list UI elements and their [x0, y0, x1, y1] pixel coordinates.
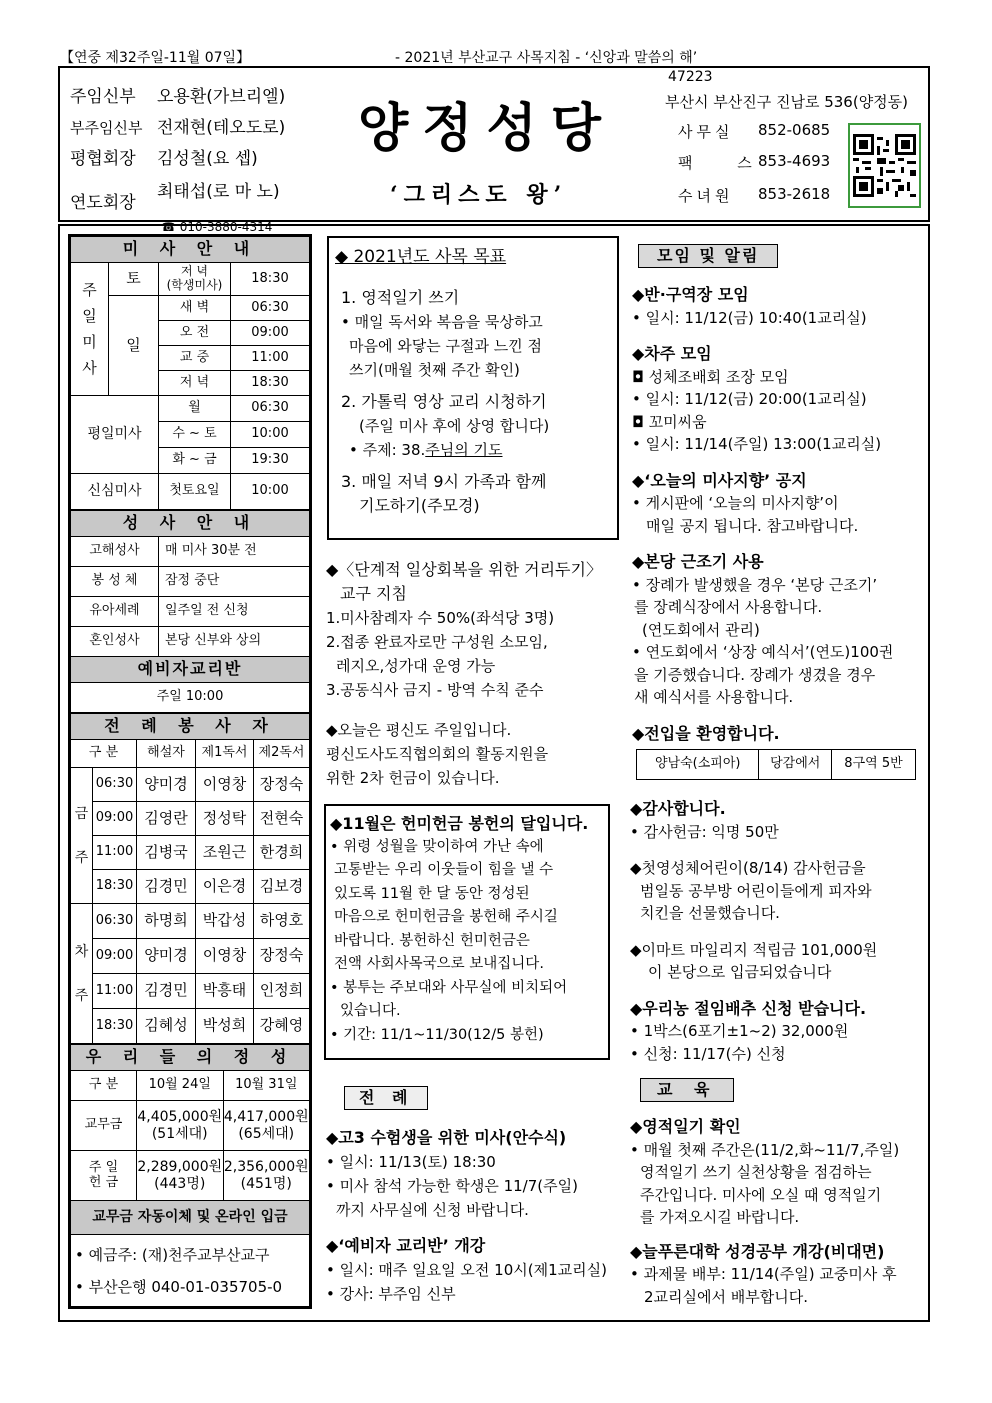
- notice-line: • 일시: 매주 일요일 오전 10시(제1교리실): [326, 1261, 607, 1279]
- address: 부산시 부산진구 진남로 536(양정동): [665, 93, 909, 111]
- newcomer-table: [636, 749, 916, 780]
- notice-line: ◆이마트 마일리지 적립금 101,000원: [630, 940, 878, 959]
- notice-heading: ◆본당 근조기 사용: [632, 552, 764, 571]
- notice-line: 있도록 11월 한 달 동안 정성된: [334, 885, 530, 902]
- notice-heading: ◆전입을 환영합니다.: [632, 723, 780, 743]
- notice-line: • 연도회에서 ‘상장 예식서’(연도)100권: [632, 643, 894, 661]
- notice-line: (연도회에서 관리): [642, 620, 760, 639]
- role-label: 연도회장: [70, 193, 136, 213]
- liturgy-tag: 전 례: [344, 1086, 428, 1110]
- notice-line: • 미사 참석 가능한 학생은 11/7(주일): [326, 1177, 578, 1195]
- news-notices: [632, 284, 893, 745]
- sunday-mass-label: 주 일 미 사: [71, 263, 109, 396]
- table-cell: 하영호: [254, 904, 310, 939]
- table-cell: 한경희: [254, 836, 310, 870]
- notice-line: 3.공동식사 금지 - 방역 수칙 준수: [326, 681, 544, 699]
- notice-line: 고통받는 우리 이웃들이 힘을 낼 수: [334, 862, 554, 878]
- role-name: 오용환(가브리엘): [157, 87, 286, 107]
- table-cell: 박갑성: [196, 904, 254, 939]
- staff-list: [70, 82, 285, 233]
- mass-day: 화 ~ 금: [159, 448, 231, 474]
- contact-label: 수녀원: [678, 187, 734, 205]
- newcomer-from: 당감에서: [759, 750, 832, 780]
- notice-heading: ◆‘예비자 교리반’ 개강: [326, 1236, 486, 1255]
- notice-line: • 일시: 11/12(금) 10:40(1교리실): [632, 308, 867, 327]
- saturday-label: 토: [109, 263, 159, 296]
- notice-line: • 장례가 발생했을 경우 ‘본당 근조기’: [632, 575, 878, 594]
- mass-time: 09:00: [93, 939, 137, 974]
- table-cell: 박성희: [196, 1009, 254, 1044]
- phone-number: ☎ 010-3880-4314: [161, 220, 273, 234]
- zip-code: 47223: [668, 69, 713, 85]
- offering-label: 주 일 헌 금: [71, 1151, 137, 1201]
- table-cell: 인정희: [254, 974, 310, 1009]
- sunday-label: 일: [109, 296, 159, 396]
- notice-line: 까지 사무실에 신청 바랍니다.: [336, 1201, 529, 1219]
- mass-time: 18:30: [231, 371, 310, 396]
- notice-line: 을 기증했습니다. 장례가 생겼을 경우: [634, 665, 876, 684]
- mass-time: 06:30: [93, 768, 137, 802]
- goal-item: 1. 영적일기 쓰기: [341, 288, 460, 307]
- table-cell: 김보경: [254, 870, 310, 904]
- notice-heading: ◆늘푸른대학 성경공부 개강(비대면): [630, 1241, 885, 1261]
- account-holder: • 예금주: (재)천주교부산교구: [75, 1245, 270, 1264]
- notice-line: 를 가져오시길 바랍니다.: [640, 1208, 800, 1226]
- goal-item: 2. 가톨릭 영상 교리 시청하기: [341, 392, 547, 411]
- table-cell: 장정숙: [254, 939, 310, 974]
- table-cell: 조원근: [196, 836, 254, 870]
- goal-item: • 주제: 38.주님의 기도: [349, 441, 503, 459]
- notice-heading: ◆차주 모임: [632, 344, 712, 363]
- sacrament-name: 유아세례: [71, 597, 159, 627]
- mass-time: 06:30: [93, 904, 137, 939]
- table-cell: 하명희: [137, 904, 196, 939]
- notice-line: • 감사헌금: 익명 50만: [630, 822, 779, 841]
- saturday-time: 18:30: [231, 263, 310, 296]
- role-label: 주임신부: [70, 87, 136, 107]
- offering-value: 2,289,000원 (443명): [137, 1151, 224, 1201]
- goal-item: 기도하기(주모경): [359, 496, 480, 515]
- mass-time: 06:30: [231, 296, 310, 321]
- transfer-title: 교무금 자동이체 및 온라인 입금: [71, 1201, 310, 1235]
- notice-line: • 봉투는 주보대와 사무실에 비치되어: [330, 979, 568, 996]
- column-header: 구 분: [71, 740, 137, 768]
- offering-value: 4,405,000원 (51세대): [137, 1101, 224, 1151]
- notice-line: 있습니다.: [340, 1003, 401, 1019]
- saturday-type: 저 녁 (학생미사): [159, 263, 231, 296]
- table-cell: 이영창: [196, 768, 254, 802]
- notice-line: 범일동 공부방 어린이들에게 피자와: [640, 881, 872, 900]
- notice-heading: ◆11월은 헌미헌금 봉헌의 달입니다.: [330, 814, 589, 833]
- goals-list: [341, 286, 549, 518]
- notice-heading: ◆고3 수험생을 위한 미사(안수식): [326, 1128, 567, 1147]
- mass-time: 10:00: [231, 422, 310, 448]
- contact-line: [678, 152, 830, 173]
- notice-line: ◆오늘은 평신도 주일입니다.: [326, 721, 512, 739]
- notice-heading: ◆영적일기 확인: [630, 1117, 741, 1136]
- role-name: 김성철(요 셉): [157, 149, 258, 169]
- mass-schedule-table: [70, 236, 310, 510]
- mass-time: 18:30: [93, 870, 137, 904]
- notice-line: • 일시: 11/13(토) 18:30: [326, 1153, 496, 1171]
- sacrament-name: 고해성사: [71, 537, 159, 567]
- notice-heading: ◆반·구역장 모임: [632, 285, 749, 304]
- sacrament-info: 일주일 전 신청: [159, 597, 310, 627]
- notice-line: • 매월 첫째 주간은(11/2,화~11/7,주일): [630, 1140, 900, 1159]
- sacrament-info: 매 미사 30분 전: [159, 537, 310, 567]
- mass-time: 11:00: [93, 974, 137, 1009]
- liturgy-notices: [326, 1126, 607, 1306]
- thanks-notices: [630, 798, 877, 1065]
- table-cell: 김혜성: [137, 1009, 196, 1044]
- table-cell: 전현숙: [254, 802, 310, 836]
- contact-line: [678, 121, 830, 142]
- column-header: 제2독서: [254, 740, 310, 768]
- catechumen-title: 예비자교리반: [71, 657, 310, 683]
- column-header: 10월 31일: [223, 1071, 310, 1101]
- mass-time: 19:30: [231, 448, 310, 474]
- newcomer-name: 양남숙(소피아): [637, 750, 759, 780]
- mass-day: 수 ~ 토: [159, 422, 231, 448]
- sacrament-table: [70, 510, 310, 713]
- column-header: 구 분: [71, 1071, 137, 1101]
- contact-value: 852-0685: [758, 121, 831, 139]
- parish-title: 양정성당: [358, 98, 615, 159]
- table-cell: 양미경: [137, 768, 196, 802]
- staff-row: [70, 82, 285, 113]
- table-cell: 박흥태: [196, 974, 254, 1009]
- goals-heading: ◆ 2021년도 사목 목표: [335, 247, 507, 267]
- goal-item: • 매일 독서와 복음을 묵상하고: [341, 313, 543, 331]
- notice-line: • 위령 성월을 맞이하여 가난 속에: [330, 838, 544, 855]
- staff-row: [70, 144, 285, 175]
- sacrament-info: 잠정 중단: [159, 567, 310, 597]
- education-tag: 교 육: [640, 1078, 734, 1102]
- mass-day: 월: [159, 396, 231, 422]
- table-cell: 김경민: [137, 870, 196, 904]
- notice-heading: ◆감사합니다.: [630, 799, 726, 818]
- diocese-motto: - 2021년 부산교구 사목지침 - ‘신앙과 말씀의 해’: [395, 50, 698, 66]
- qr-code-icon[interactable]: [848, 123, 921, 208]
- mass-time: 09:00: [231, 321, 310, 346]
- mass-day: 첫토요일: [159, 474, 231, 510]
- news-tag-wrap: [638, 244, 778, 268]
- contact-label: 사무실: [678, 123, 734, 141]
- column-header: 10월 24일: [137, 1071, 224, 1101]
- notice-line: • 기간: 11/1~11/30(12/5 봉헌): [330, 1026, 544, 1043]
- notice-line: 2교리실에서 배부합니다.: [644, 1287, 808, 1306]
- table-cell: 김영란: [137, 802, 196, 836]
- notice-line: ◘ 꼬미씨움: [632, 412, 707, 431]
- rice-offering-box: [324, 804, 610, 1060]
- role-label: 평협회장: [70, 149, 136, 169]
- goal-item: 3. 매일 저녁 9시 가족과 함께: [341, 472, 547, 491]
- education-tag-wrap: [640, 1078, 734, 1102]
- table-cell: 장정숙: [254, 768, 310, 802]
- notice-line: 평신도사도직협의회의 활동지원을: [326, 745, 549, 763]
- notice-line: 이 본당으로 입금되었습니다: [648, 963, 832, 981]
- sacrament-name: 혼인성사: [71, 627, 159, 657]
- notice-line: 영적일기 쓰기 실천상황을 점검하는: [640, 1163, 872, 1181]
- mass-time: 10:00: [231, 474, 310, 510]
- sacrament-name: 봉 성 체: [71, 567, 159, 597]
- column-header: 제1독서: [196, 740, 254, 768]
- notice-line: 바랍니다. 봉헌하신 헌미헌금은: [334, 932, 530, 949]
- table-cell: 이영창: [196, 939, 254, 974]
- devotion-mass-label: 신심미사: [71, 474, 159, 510]
- notice-line: • 1박스(6포기±1~2) 32,000원: [630, 1022, 849, 1040]
- offering-title: 우 리 들 의 정 성: [71, 1045, 310, 1071]
- goal-item: 쓰기(매월 첫째 주간 확인): [349, 361, 520, 379]
- notice-line: 주간입니다. 미사에 오실 때 영적일기: [640, 1185, 882, 1204]
- contact-line: [678, 185, 830, 206]
- left-column: [68, 234, 312, 1309]
- goals-title: [335, 246, 506, 268]
- table-cell: 정성탁: [196, 802, 254, 836]
- pastoral-goals-box: [327, 236, 619, 540]
- notice-heading: ◆‘오늘의 미사지향’ 공지: [632, 470, 807, 490]
- sacrament-info: 본당 신부와 상의: [159, 627, 310, 657]
- notice-line: • 강사: 부주임 신부: [326, 1285, 456, 1303]
- table-cell: 이은경: [196, 870, 254, 904]
- mass-time: 11:00: [93, 836, 137, 870]
- mass-time: 06:30: [231, 396, 310, 422]
- notice-line: ◘ 성체조배회 조장 모임: [632, 367, 789, 386]
- parish-subtitle: ‘그리스도 왕’: [390, 182, 568, 208]
- mass-type: 교 중: [159, 346, 231, 371]
- mass-time: 11:00: [231, 346, 310, 371]
- bulletin-header: [58, 66, 930, 234]
- bulletin-body: [58, 224, 930, 1322]
- liturgy-tag-wrap: [344, 1086, 428, 1110]
- sacrament-title: 성 사 안 내: [71, 511, 310, 537]
- notice-heading: ◆우리농 절임배추 신청 받습니다.: [630, 998, 867, 1018]
- weekday-mass-label: 평일미사: [71, 396, 159, 474]
- laity-sunday-notice: [326, 718, 548, 790]
- mass-time: 09:00: [93, 802, 137, 836]
- goal-item: (주일 미사 후에 상영 합니다): [359, 417, 550, 435]
- column-header: 해설자: [137, 740, 196, 768]
- catechumen-time: 주일 10:00: [71, 683, 310, 713]
- notice-line: • 게시판에 ‘오늘의 미사지향’이: [632, 494, 839, 512]
- notice-line: 매일 공지 됩니다. 참고바랍니다.: [646, 516, 859, 535]
- notice-line: 새 예식서를 사용합니다.: [634, 688, 794, 706]
- notice-line: 치킨을 선물했습니다.: [640, 904, 780, 922]
- mass-time: 18:30: [93, 1009, 137, 1044]
- staff-row: [70, 113, 285, 144]
- offering-table: [70, 1044, 310, 1307]
- week-label: 금 주: [71, 768, 93, 904]
- offering-value: 4,417,000원 (65세대): [223, 1101, 310, 1151]
- notice-line: 를 장례식장에서 사용합니다.: [634, 598, 823, 616]
- notice-line: 전액 사회사목국으로 보내집니다.: [334, 956, 544, 972]
- servers-title: 전 례 봉 사 자: [71, 714, 310, 740]
- notice-line: • 일시: 11/14(주일) 13:00(1교리실): [632, 435, 882, 453]
- offering-label: 교무금: [71, 1101, 137, 1151]
- goal-item: 마음에 와닿는 구절과 느낀 점: [349, 337, 542, 355]
- server-table: [70, 713, 310, 1044]
- role-name: 최태섭(로 마 노): [157, 182, 280, 202]
- education-notices: [630, 1116, 899, 1308]
- notice-heading: ◆〈단계적 일상회복을 위한 거리두기〉: [326, 560, 602, 579]
- week-label: 차 주: [71, 904, 93, 1044]
- bank-account: • 부산은행 040-01-035705-0: [75, 1277, 283, 1296]
- staff-row: [70, 181, 285, 225]
- notice-line: 1.미사참례자 수 50%(좌석당 3명): [326, 609, 555, 627]
- offering-value: 2,356,000원 (451명): [223, 1151, 310, 1201]
- notice-line: 위한 2차 헌금이 있습니다.: [326, 769, 500, 787]
- role-label: 부주임신부: [70, 119, 143, 137]
- notice-line: ◆첫영성체어린이(8/14) 감사헌금을: [630, 859, 866, 877]
- table-cell: 김병국: [137, 836, 196, 870]
- mass-title: 미 사 안 내: [71, 237, 310, 263]
- mass-type: 새 벽: [159, 296, 231, 321]
- notice-line: 2.접종 완료자로만 구성원 소모임,: [326, 633, 548, 651]
- distancing-notice: [326, 558, 602, 702]
- notice-line: • 과제물 배부: 11/14(주일) 교중미사 후: [630, 1265, 897, 1283]
- notice-line: 교구 지침: [340, 584, 407, 603]
- top-line: [60, 47, 930, 65]
- issue-label: 【연중 제32주일-11월 07일】: [60, 50, 251, 66]
- table-cell: 양미경: [137, 939, 196, 974]
- table-cell: 김경민: [137, 974, 196, 1009]
- newcomer-district: 8구역 5반: [831, 750, 915, 780]
- bank-info: [71, 1235, 310, 1307]
- contact-value: 853-4693: [758, 152, 831, 170]
- rice-offering-text: [330, 812, 588, 1047]
- contact-label: 팩 스: [678, 154, 772, 172]
- table-cell: 강혜영: [254, 1009, 310, 1044]
- notice-line: 레지오,성가대 운영 가능: [336, 657, 496, 675]
- notice-line: 마음으로 헌미헌금을 봉헌해 주시길: [334, 909, 558, 925]
- notice-line: • 신청: 11/17(수) 신청: [630, 1044, 786, 1063]
- role-name: 전재현(테오도로): [157, 118, 286, 138]
- mass-type: 저 녁: [159, 371, 231, 396]
- mass-type: 오 전: [159, 321, 231, 346]
- contact-value: 853-2618: [758, 185, 831, 203]
- notice-line: • 일시: 11/12(금) 20:00(1교리실): [632, 390, 867, 408]
- news-tag: 모임 및 알림: [638, 244, 778, 268]
